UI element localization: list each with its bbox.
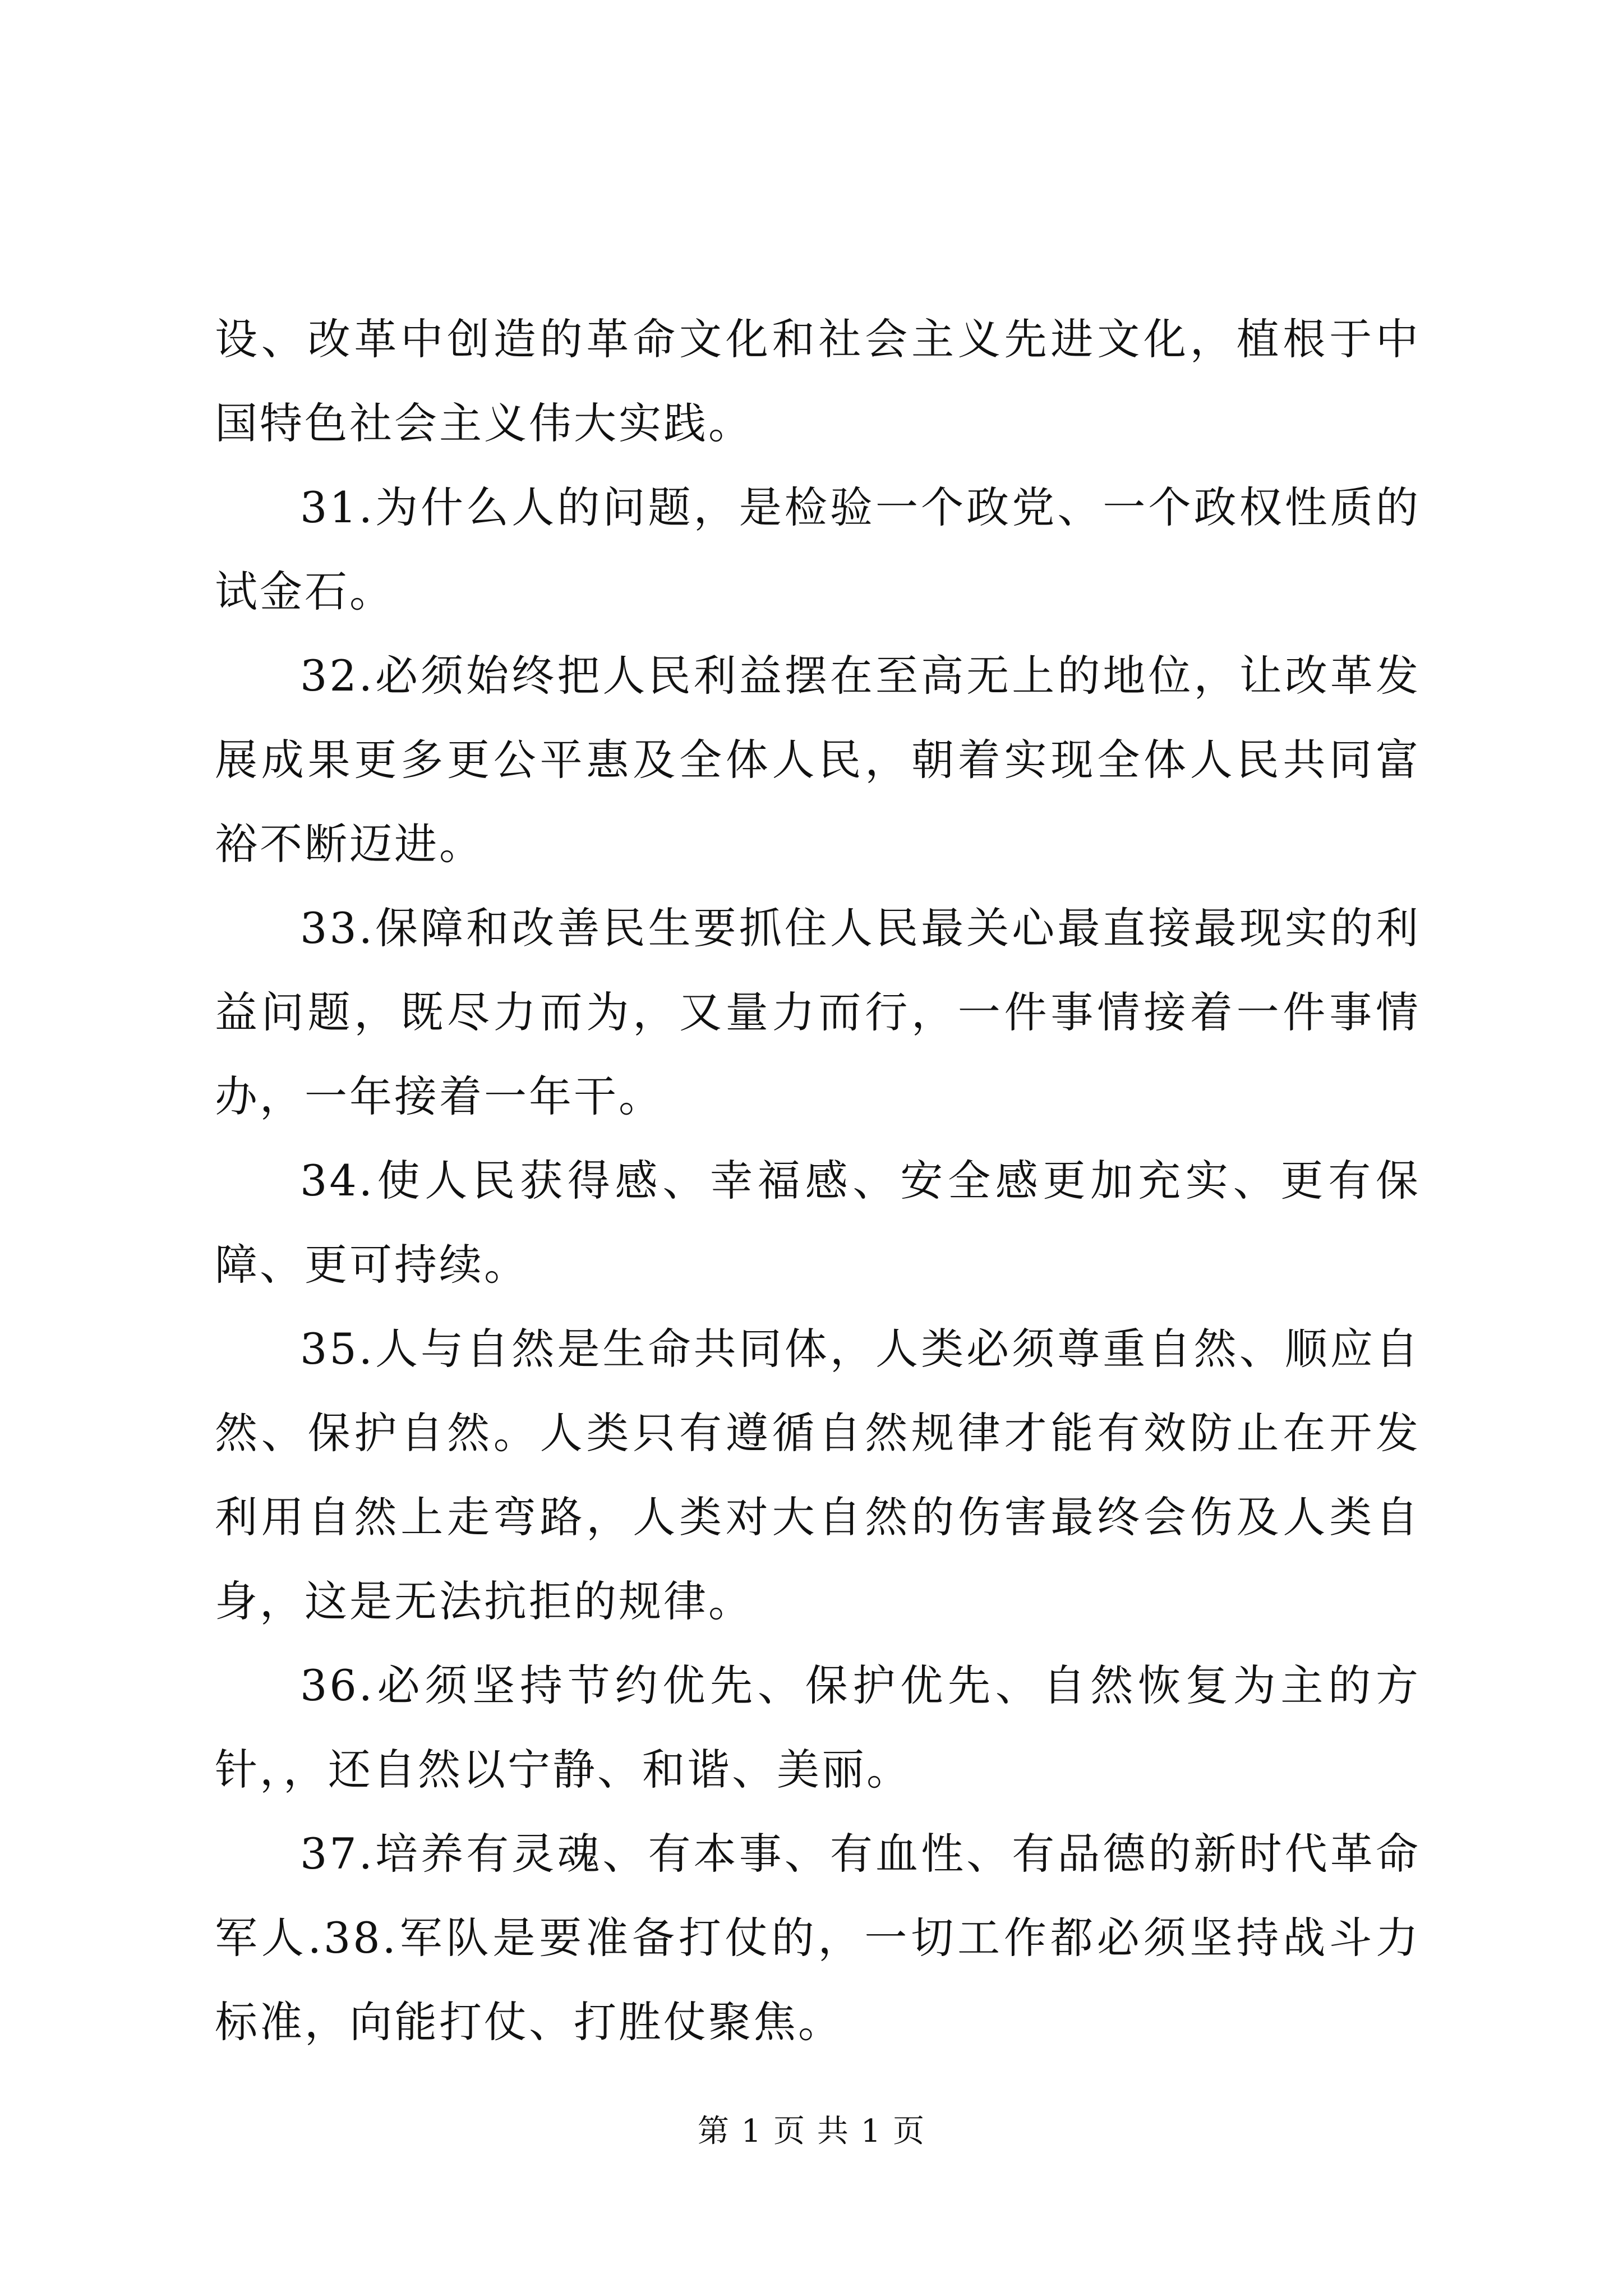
paragraph-item-34: 34.使人民获得感、幸福感、安全感更加充实、更有保障、更可持续。 <box>215 1156 1421 1290</box>
paragraph-item-33: 33.保障和改善民生要抓住人民最关心最直接最现实的利益问题，既尽力而为，又量力而行，一件事情接着一件事情办，一年接着一年干。 <box>215 903 1421 1121</box>
paragraph-item-37-38: 37.培养有灵魂、有本事、有血性、有品德的新时代革命军人.38.军队是要准备打仗的，一切工作都必须坚持战斗力标准，向能打仗、打胜仗聚焦。 <box>215 1829 1421 2047</box>
paragraph-item-35: 35.人与自然是生命共同体，人类必须尊重自然、顺应自然、保护自然。人类只有遵循自然规律才能有效防止在开发利用自然上走弯路，人类对大自然的伤害最终会伤及人类自身，这是无法抗拒的规律。 <box>215 1324 1421 1626</box>
paragraph-item-32: 32.必须始终把人民利益摆在至高无上的地位，让改革发展成果更多更公平惠及全体人民，朝着实现全体人民共同富裕不断迈进。 <box>215 651 1421 869</box>
document-body <box>215 297 1421 2064</box>
paragraph-item-36: 36.必须坚持节约优先、保护优先、自然恢复为主的方针，，还自然以宁静、和谐、美丽。 <box>215 1660 1421 1795</box>
page-number-label: 第 1 页 共 1 页 <box>697 2113 926 2150</box>
paragraph-continuation: 设、改革中创造的革命文化和社会主义先进文化，植根于中国特色社会主义伟大实践。 <box>215 314 1421 448</box>
paragraph-item-31: 31.为什么人的问题，是检验一个政党、一个政权性质的试金石。 <box>215 482 1421 616</box>
page-footer <box>0 2109 1623 2154</box>
